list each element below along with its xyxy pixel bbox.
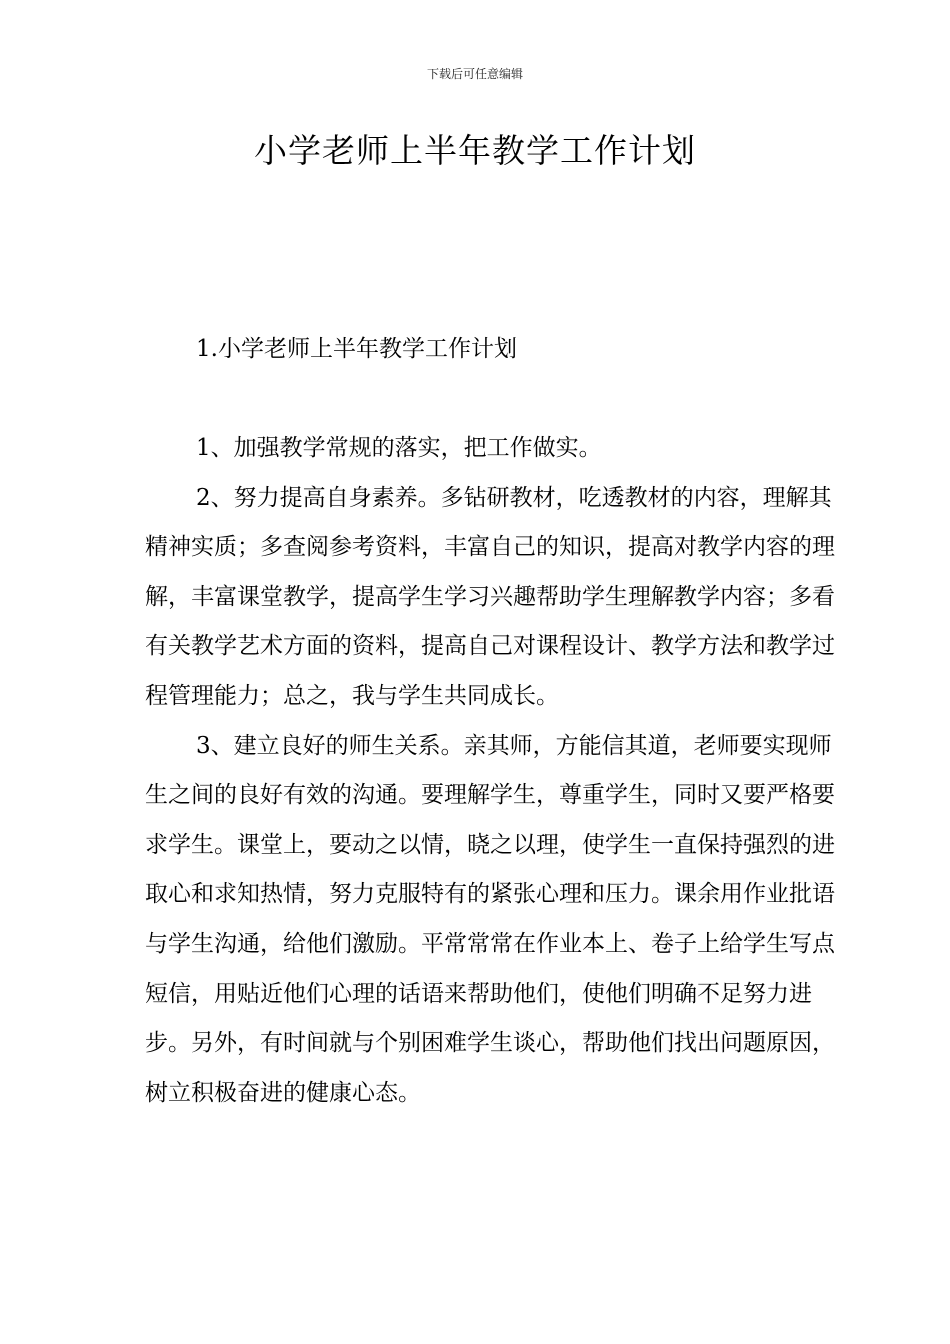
document-body xyxy=(145,424,835,1118)
paragraph-1: 1、加强教学常规的落实，把工作做实。 xyxy=(196,435,602,461)
document-title: 小学老师上半年教学工作计划 xyxy=(254,131,696,170)
paragraph-3: 3、建立良好的师生关系。亲其师，方能信其道，老师要实现师生之间的良好有效的沟通。要理解学生，尊重学生，同时又要严格要求学生。课堂上，要动之以情，晓之以理，使学生一直保持强烈的进取心和求知热情，努力克服特有的紧张心理和压力。课余用作业批语与学生沟通，给他们激励。平常常常在作业本上、卷子上给学生写点短信，用贴近他们心理的话语来帮助他们，使他们明确不足努力进步。另外，有时间就与个别困难学生谈心，帮助他们找出问题原因，树立积极奋进的健康心态。 xyxy=(145,732,835,1106)
header-note: 下载后可任意编辑 xyxy=(426,67,523,81)
paragraph-2: 2、努力提高自身素养。多钻研教材，吃透教材的内容，理解其精神实质；多查阅参考资料，丰富自己的知识，提高对教学内容的理解，丰富课堂教学，提高学生学习兴趣帮助学生理解教学内容；多看有关教学艺术方面的资料，提高自己对课程设计、教学方法和教学过程管理能力；总之，我与学生共同成长。 xyxy=(145,484,835,709)
section-heading: 1.小学老师上半年教学工作计划 xyxy=(196,336,517,362)
